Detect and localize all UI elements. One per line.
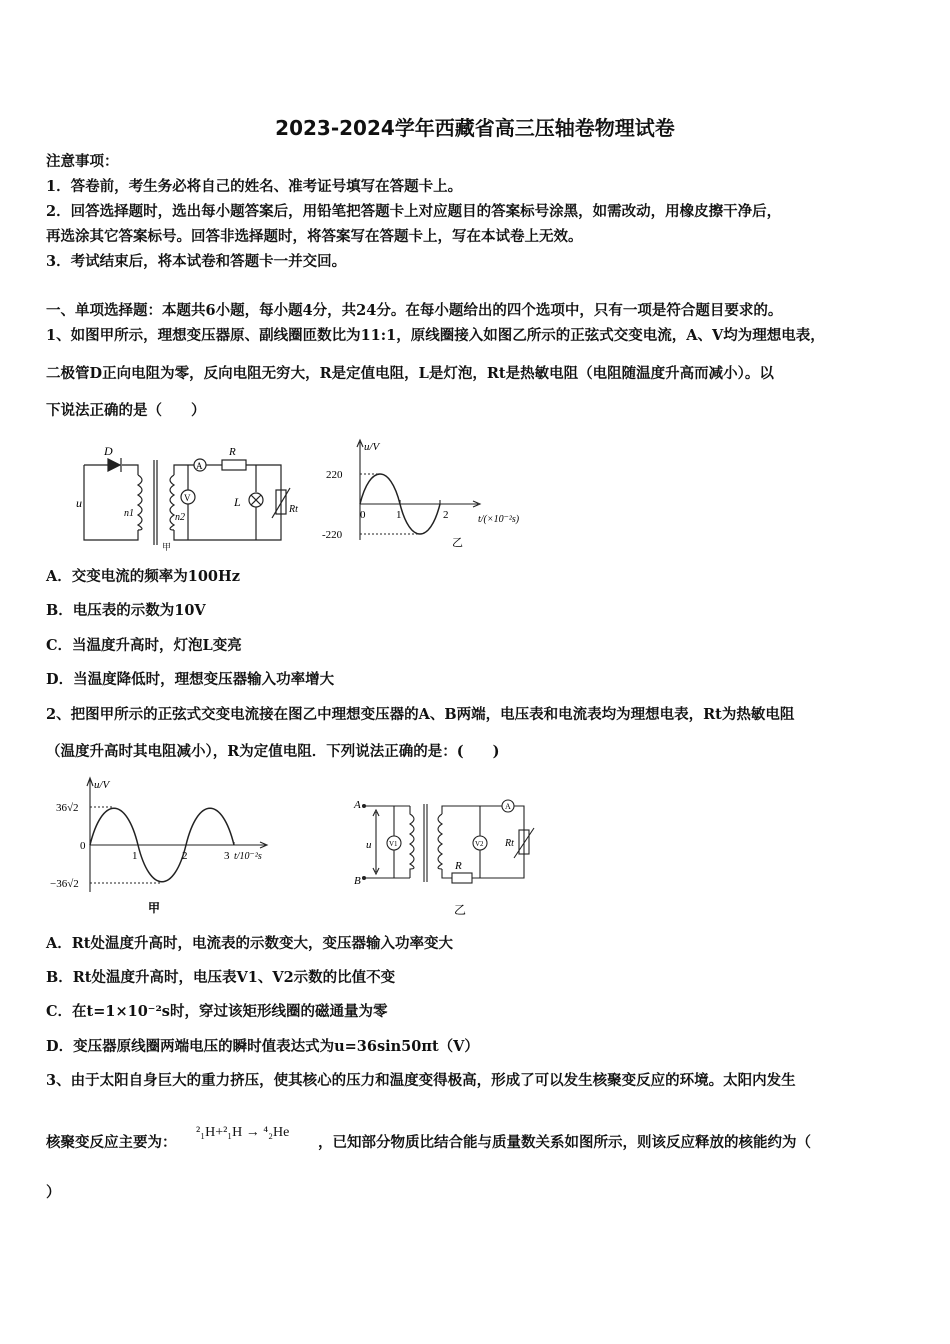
q2-label-ammeter: A xyxy=(505,802,511,811)
q2-line-1: 2、把图甲所示的正弦式交变电流接在图乙中理想变压器的A、B两端，电压表和电流表均为理想电表，Rt为热敏电阻 xyxy=(46,706,795,723)
q1-line-1: 1、如图甲所示，理想变压器原、副线圈匝数比为11:1，原线圈接入如图乙所示的正弦式交变电流，A、V均为理想电表， xyxy=(46,327,825,344)
page-title: 2023-2024学年西藏省高三压轴卷物理试卷 xyxy=(275,116,675,140)
notice-item-2: 2．回答选择题时，选出每小题答案后，用铅笔把答题卡上对应题目的答案标号涂黑，如需改动，用橡皮擦干净后， xyxy=(46,203,782,220)
q2-option-d: D．变压器原线圈两端电压的瞬时值表达式为u=36sin50πt（V） xyxy=(46,1038,479,1055)
q2-line-2: （温度升高时其电阻减小），R为定值电阻．下列说法正确的是：( ) xyxy=(46,743,500,760)
notice-item-3: 3．考试结束后，将本试卷和答题卡一并交回。 xyxy=(46,253,347,270)
q1-ymax: 220 xyxy=(326,469,343,481)
q1-xlabel: t/(×10⁻²s) xyxy=(478,514,520,525)
q2-option-b: B．Rt处温度升高时，电压表V1、V2示数的比值不变 xyxy=(46,969,396,986)
q1-label-n2: n2 xyxy=(175,512,185,523)
q1-label-u: u xyxy=(76,496,82,510)
q1-label-L: L xyxy=(234,495,241,509)
q2-ymin: −36√2 xyxy=(50,878,79,890)
q2-option-c: C．在t=1×10⁻²s时，穿过该矩形线圈的磁通量为零 xyxy=(46,1003,388,1020)
q3-line-1: 3、由于太阳自身巨大的重力挤压，使其核心的压力和温度变得极高，形成了可以发生核聚变反应的环境。太阳内发生 xyxy=(46,1072,796,1089)
q2-option-a: A．Rt处温度升高时，电流表的示数变大，变压器输入功率变大 xyxy=(46,935,453,952)
notice-item-2-cont: 再选涂其它答案标号。回答非选择题时，将答案写在答题卡上，写在本试卷上无效。 xyxy=(46,228,583,245)
q1-circuit-figure xyxy=(76,440,316,555)
q3-line-2-prefix: 核聚变反应主要为： xyxy=(46,1134,177,1151)
q1-caption-jia: 甲 xyxy=(162,542,172,552)
q2-waveform-figure xyxy=(44,774,294,920)
q3-line-2-suffix: ，已知部分物质比结合能与质量数关系如图所示，则该反应释放的核能约为（ xyxy=(318,1134,811,1151)
q1-t2: 2 xyxy=(443,509,449,521)
q2-t3: 3 xyxy=(224,850,230,862)
q2-label-R: R xyxy=(455,860,462,872)
q2-t2: 2 xyxy=(182,850,188,862)
q2-ymax: 36√2 xyxy=(56,802,79,814)
q1-label-n1: n1 xyxy=(124,508,134,519)
q1-option-a: A．交变电流的频率为100Hz xyxy=(46,568,240,585)
q2-circuit-figure xyxy=(350,794,540,920)
q2-label-Rt: Rt xyxy=(505,838,514,849)
q2-label-B: B xyxy=(354,875,361,887)
q1-t1: 1 xyxy=(396,509,402,521)
q1-ylabel: u/V xyxy=(364,441,380,453)
q1-label-R: R xyxy=(229,446,236,458)
q1-label-ammeter: A xyxy=(196,461,203,471)
q1-label-Rt: Rt xyxy=(289,504,298,515)
q1-option-d: D．当温度降低时，理想变压器输入功率增大 xyxy=(46,671,335,688)
q2-label-V1: V1 xyxy=(389,840,398,848)
q2-label-A: A xyxy=(354,799,361,811)
q1-caption-yi: 乙 xyxy=(452,537,463,549)
q2-ylabel: u/V xyxy=(94,779,110,791)
q2-xlabel: t/10⁻²s xyxy=(234,851,262,862)
q3-line-3: ） xyxy=(46,1184,61,1201)
q1-line-2: 二极管D正向电阻为零，反向电阻无穷大，R是定值电阻，L是灯泡，Rt是热敏电阻（电阻随温度升高而减小）。以 xyxy=(46,365,774,382)
q1-label-voltmeter: V xyxy=(184,493,191,503)
q1-ymin: -220 xyxy=(322,529,343,541)
q1-t0: 0 xyxy=(360,509,366,521)
notice-heading: 注意事项： xyxy=(46,153,119,170)
q3-fusion-formula: ²₁H+²₁H → ⁴₂He xyxy=(196,1125,290,1140)
section-heading: 一、单项选择题：本题共6小题，每小题4分，共24分。在每小题给出的四个选项中，只有一项是符合题目要求的。 xyxy=(46,302,783,319)
q1-line-3: 下说法正确的是（ ） xyxy=(46,402,206,419)
q1-option-b: B．电压表的示数为10V xyxy=(46,602,206,619)
q2-label-V2: V2 xyxy=(475,840,484,848)
q2-zero: 0 xyxy=(80,840,86,852)
q1-waveform-figure xyxy=(318,436,538,554)
q2-t1: 1 xyxy=(132,850,138,862)
notice-item-1: 1．答卷前，考生务必将自己的姓名、准考证号填写在答题卡上。 xyxy=(46,178,463,195)
q1-label-D: D xyxy=(104,444,113,458)
q2-caption-yi: 乙 xyxy=(454,903,467,917)
q2-label-u: u xyxy=(366,839,372,851)
q1-option-c: C．当温度升高时，灯泡L变亮 xyxy=(46,637,242,654)
q2-caption-jia: 甲 xyxy=(148,901,161,915)
